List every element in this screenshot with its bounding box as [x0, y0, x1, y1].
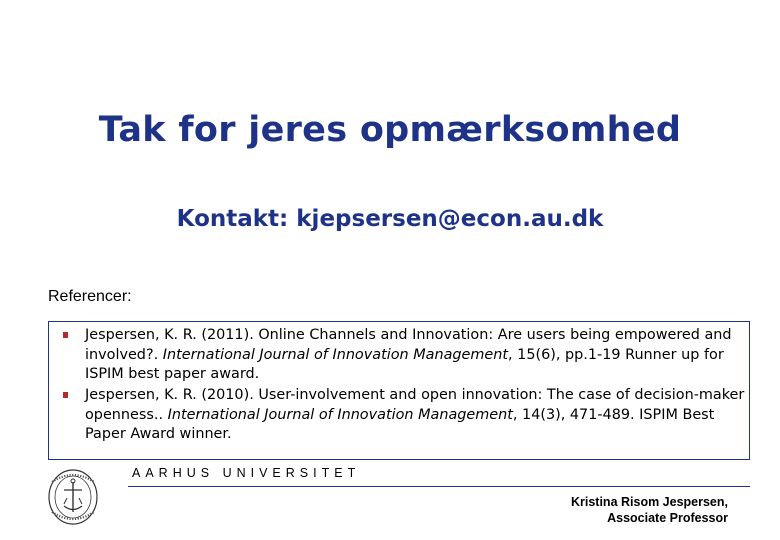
slide-title: Tak for jeres opmærksomhed	[98, 110, 682, 150]
bullet-icon	[63, 332, 68, 338]
author-title: Associate Professor	[607, 511, 728, 525]
reference-body: Jespersen, K. R. (2011). Online Channels and Innovation: Are users being empowered and involved?.	[85, 327, 732, 363]
reference-body: Jespersen, K. R. (2010). User-involvement and open innovation: The case of decision-maker openness..	[85, 387, 745, 423]
author-block	[571, 494, 728, 526]
university-name: AARHUS UNIVERSITET	[132, 466, 361, 480]
author-name: Kristina Risom Jespersen,	[570, 495, 728, 509]
university-seal-icon	[40, 468, 106, 526]
footer-divider	[128, 486, 750, 487]
reference-details: , 14(3), 471-489. ISPIM Best Paper Award winner.	[85, 406, 715, 442]
reference-details: , 15(6), pp.1-19 Runner up for ISPIM best paper award.	[85, 346, 724, 382]
reference-text	[85, 386, 745, 445]
reference-journal: International Journal of Innovation Management	[167, 406, 513, 423]
reference-text	[85, 326, 745, 385]
contact-line: Kontakt: kjepsersen@econ.au.dk	[176, 206, 604, 232]
references-box	[48, 321, 750, 460]
bullet-icon	[63, 392, 68, 398]
reference-journal: International Journal of Innovation Management	[162, 346, 509, 363]
references-heading: Referencer:	[48, 288, 132, 305]
